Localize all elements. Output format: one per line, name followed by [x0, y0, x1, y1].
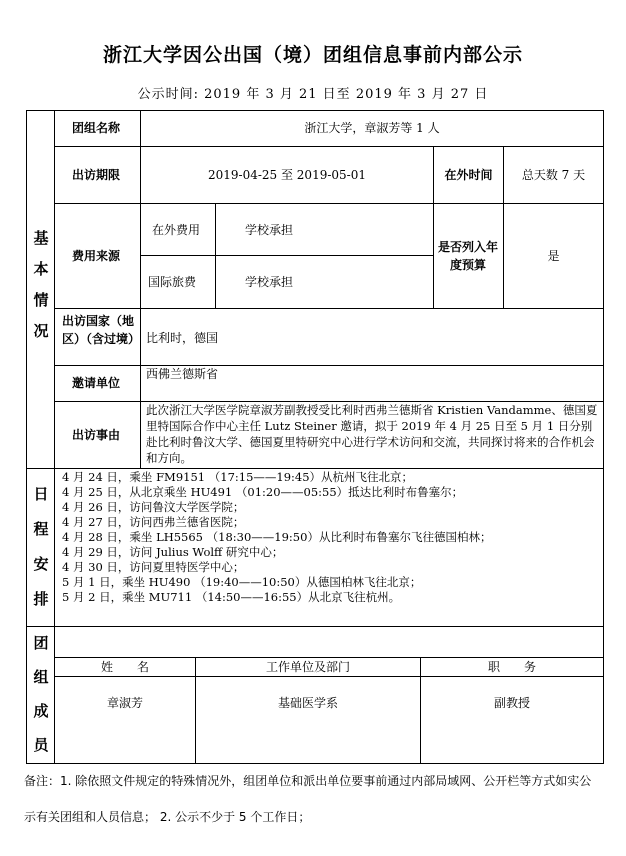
schedule-item: 5 月 1 日，乘坐 HU490 （19:40——10:50）从德国柏林飞往北京； — [62, 575, 422, 589]
col-line — [140, 110, 141, 468]
group-name-label: 团组名称 — [72, 121, 121, 135]
row-line — [140, 255, 433, 256]
inviter-value: 西佛兰德斯省 — [146, 367, 219, 381]
notes-line-2: 示有关团组和人员信息； 2. 公示不少于 5 个工作日； — [24, 810, 311, 824]
period-value: 2019-04-25 至 2019-05-01 — [207, 168, 366, 182]
purpose-value: 此次浙江大学医学院章淑芳副教授受比利时西弗兰德斯省 Kristien Vandamme、德国夏里特国际合作中心主任 Lutz Steiner 邀请，拟于 2019 年 4 月 25 日至 5 月 1 日分别赴比利时鲁汶大学、德国夏里特研究中心进行学术访问和交流，共同探讨将来的合作机会和方向。 — [146, 403, 598, 465]
schedule-item: 5 月 2 日，乘坐 MU711 （14:50——16:55）从北京飞往杭州。 — [62, 590, 401, 604]
publish-time: 公示时间: 2019 年 3 月 21 日至 2019 年 3 月 27 日 — [137, 87, 489, 102]
schedule-item: 4 月 28 日，乘坐 LH5565 （18:30——19:50）从比利时布鲁塞尔飞往德国柏林； — [62, 530, 492, 544]
section-label-members: 团 组 成 员 — [33, 634, 49, 754]
abroad-time-value: 总天数 7 天 — [521, 168, 586, 182]
section-label-schedule: 日 程 安 排 — [33, 485, 49, 608]
member-unit: 基础医学系 — [277, 696, 338, 710]
travel-cost-value: 学校承担 — [245, 275, 294, 289]
row-line — [54, 676, 604, 677]
schedule-item: 4 月 25 日，从北京乘坐 HU491 （01:20——05:55）抵达比利时布鲁塞尔； — [62, 485, 464, 499]
inviter-label: 邀请单位 — [72, 376, 121, 390]
budget-label: 是否列入年度预算 — [438, 240, 499, 272]
section-label-basic: 基 本 情 况 — [33, 229, 49, 340]
travel-cost-label: 国际旅费 — [148, 275, 197, 289]
purpose-label: 出访事由 — [72, 428, 121, 442]
schedule-item: 4 月 27 日，访问西弗兰德省医院； — [62, 515, 245, 529]
border-bottom — [26, 763, 604, 764]
member-name: 章淑芳 — [106, 696, 143, 710]
section-divider — [26, 626, 604, 627]
countries-value: 比利时，德国 — [146, 331, 219, 345]
notes-line-1: 备注：1. 除依照文件规定的特殊情况外，组团单位和派出单位要事前通过内部局域网、公开栏等方式如实公 — [24, 774, 592, 788]
abroad-time-label: 在外时间 — [444, 168, 493, 182]
border-right — [603, 110, 604, 764]
col-line — [215, 203, 216, 308]
members-header-name: 姓 名 — [100, 660, 149, 674]
schedule-item: 4 月 26 日，访问鲁汶大学医学院； — [62, 500, 245, 514]
members-header-unit: 工作单位及部门 — [265, 660, 350, 674]
group-name-value: 浙江大学，章淑芳等 1 人 — [304, 121, 440, 135]
schedule-list — [62, 470, 602, 605]
schedule-item: 4 月 24 日，乘坐 FM9151 （17:15——19:45）从杭州飞往北京； — [62, 470, 414, 484]
border-top — [26, 110, 604, 111]
period-label: 出访期限 — [72, 168, 121, 182]
row-line — [54, 203, 604, 204]
schedule-item: 4 月 30 日，访问夏里特医学中心； — [62, 560, 245, 574]
member-title: 副教授 — [493, 696, 530, 710]
row-line — [54, 146, 604, 147]
funding-label: 费用来源 — [72, 249, 121, 263]
members-header-title: 职 务 — [487, 660, 536, 674]
row-line — [54, 308, 604, 309]
page-title: 浙江大学因公出国（境）团组信息事前内部公示 — [102, 44, 523, 66]
row-line — [54, 365, 604, 366]
countries-label: 出访国家（地区）（含过境） — [62, 314, 141, 346]
section-divider — [26, 468, 604, 469]
budget-value: 是 — [547, 249, 560, 263]
abroad-cost-value: 学校承担 — [245, 223, 294, 237]
abroad-cost-label: 在外费用 — [152, 223, 201, 237]
schedule-item: 4 月 29 日，访问 Julius Wolff 研究中心； — [62, 545, 284, 559]
